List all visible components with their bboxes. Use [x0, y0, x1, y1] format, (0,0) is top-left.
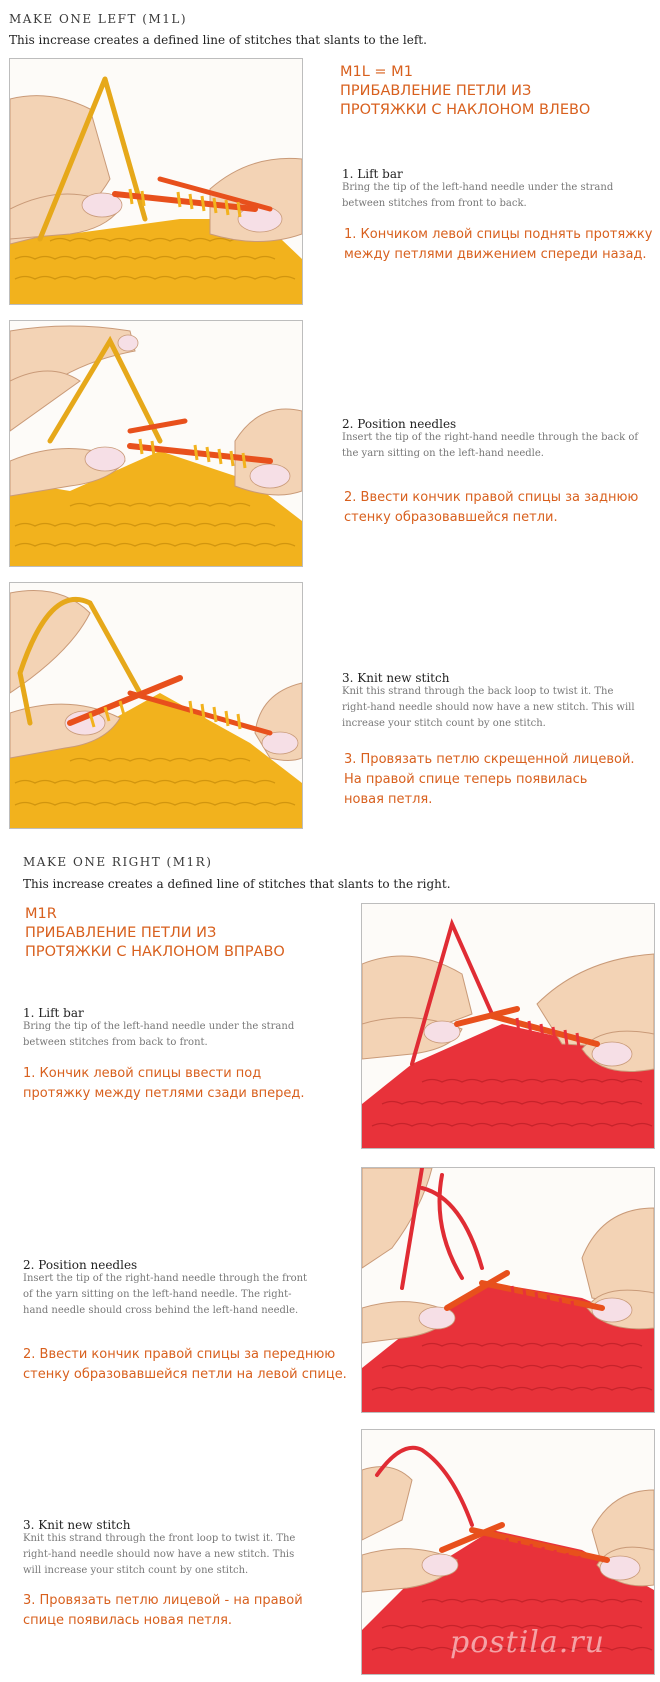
m1r-description: This increase creates a defined line of stitches that slants to the right. [23, 877, 451, 891]
m1l-step2-illustration [9, 320, 303, 567]
m1r-step2-desc: Insert the tip of the right-hand needle through the front of the yarn sitting on the left-hand needle. The right- hand needle should cross behind the left-hand needle. [23, 1273, 308, 1316]
m1r-step3-title: 3. Knit new stitch [23, 1518, 131, 1532]
m1r-step3-ru: 3. Провязать петлю лицевой - на правой спице появилась новая петля. [23, 1593, 303, 1628]
m1r-step2-illustration [361, 1167, 655, 1413]
m1r-step1-ru: 1. Кончик левой спицы ввести под протяжку между петлями сзади вперед. [23, 1066, 305, 1101]
m1l-description: This increase creates a defined line of stitches that slants to the left. [9, 33, 427, 47]
m1r-title: MAKE ONE RIGHT (M1R) [23, 855, 213, 869]
m1r-step1-illustration [361, 903, 655, 1149]
m1l-ru-title: M1L = M1 ПРИБАВЛЕНИЕ ПЕТЛИ ИЗ ПРОТЯЖКИ С НАКЛОНОМ ВЛЕВО [340, 64, 591, 118]
m1l-step2-ru: 2. Ввести кончик правой спицы за заднюю стенку образовавшейся петли. [344, 490, 639, 525]
m1l-step1-desc: Bring the tip of the left-hand needle under the strand between stitches from front to back. [342, 182, 614, 209]
watermark: postila.ru [450, 1625, 605, 1660]
m1r-ru-title: M1R ПРИБАВЛЕНИЕ ПЕТЛИ ИЗ ПРОТЯЖКИ С НАКЛОНОМ ВПРАВО [25, 906, 285, 960]
m1l-title: MAKE ONE LEFT (M1L) [9, 12, 188, 26]
m1l-step1-illustration [9, 58, 303, 305]
m1l-step2-desc: Insert the tip of the right-hand needle through the back of the yarn sitting on the left-hand needle. [342, 432, 639, 459]
m1r-step2-ru: 2. Ввести кончик правой спицы за переднюю стенку образовавшейся петли на левой спице. [23, 1347, 347, 1382]
m1l-step1-title: 1. Lift bar [342, 167, 403, 181]
m1r-step1-title: 1. Lift bar [23, 1006, 84, 1020]
m1r-step1-desc: Bring the tip of the left-hand needle under the strand between stitches from back to front. [23, 1021, 295, 1048]
m1l-step3-ru: 3. Провязать петлю скрещенной лицевой. На правой спице теперь появилась новая петля. [344, 752, 635, 807]
m1l-step3-title: 3. Knit new stitch [342, 671, 450, 685]
m1r-step2-title: 2. Position needles [23, 1258, 138, 1272]
m1l-step3-illustration [9, 582, 303, 829]
m1r-step3-desc: Knit this strand through the front loop to twist it. The right-hand needle should now have a new stitch. This will increase your stitch count by one stitch. [23, 1533, 296, 1576]
m1l-step1-ru: 1. Кончиком левой спицы поднять протяжку между петлями движением спереди назад. [344, 227, 653, 262]
m1l-step3-desc: Knit this strand through the back loop to twist it. The right-hand needle should now have a new stitch. This will increase your stitch count by one stitch. [342, 686, 635, 729]
m1l-step2-title: 2. Position needles [342, 417, 457, 431]
